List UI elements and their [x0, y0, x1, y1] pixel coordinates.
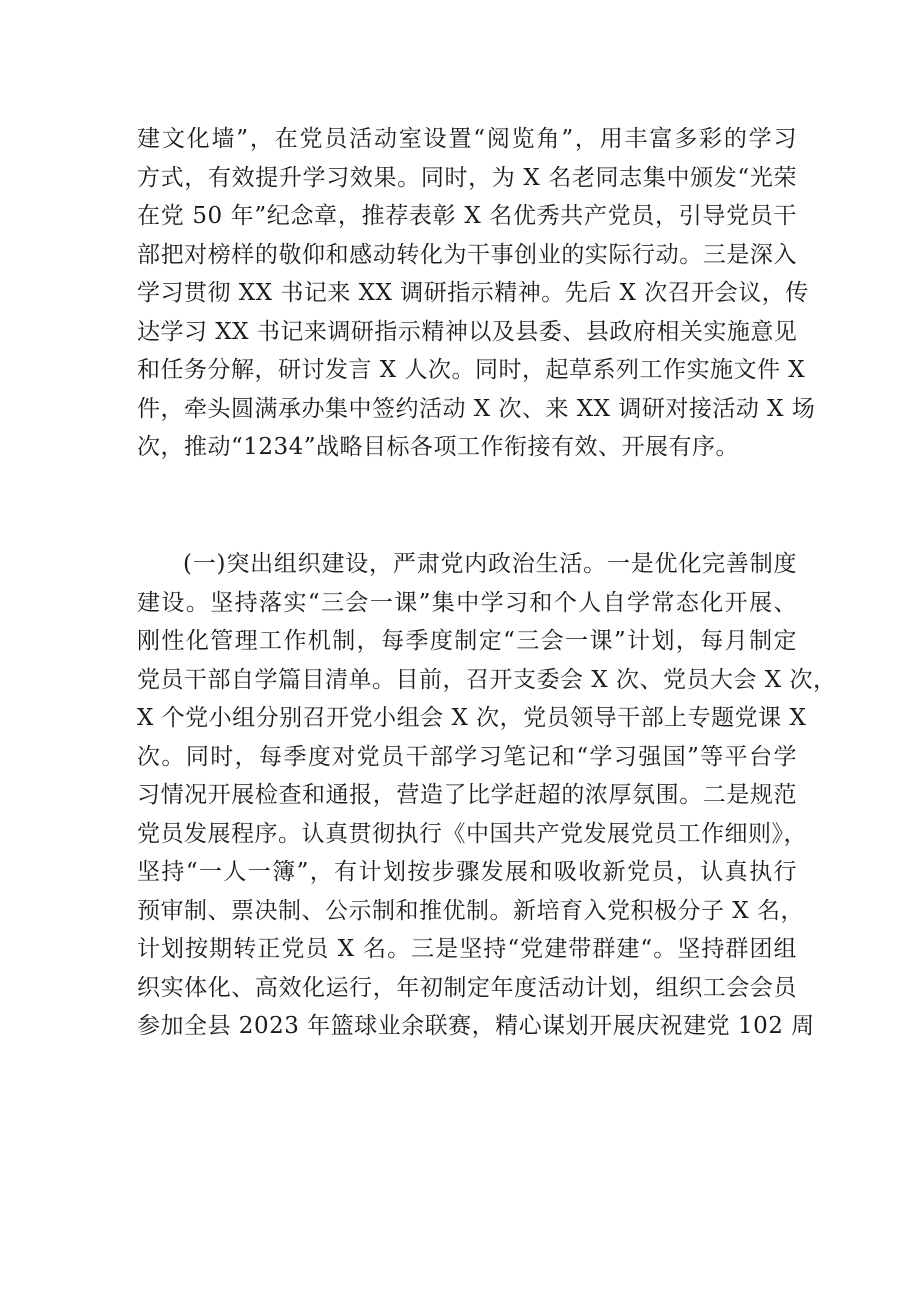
paragraph-line: 次。同时，每季度对党员干部学习笔记和“学习强国”等平台学: [137, 743, 797, 770]
paragraph-line: 计划按期转正党员 X 名。三是坚持“党建带群建“。坚持群团组: [137, 936, 797, 962]
paragraph-line: 坚持“一人一簿”，有计划按步骤发展和吸收新党员，认真执行: [137, 859, 797, 885]
paragraph-line: 建文化墙”，在党员活动室设置“阅览角”，用丰富多彩的学习: [137, 126, 797, 152]
paragraph-line: 习情况开展检查和通报，营造了比学赶超的浓厚氛围。二是规范: [137, 782, 797, 808]
paragraph-line: 党员发展程序。认真贯彻执行《中国共产党发展党员工作细则》，: [137, 820, 807, 847]
paragraph-1: [137, 120, 816, 467]
paragraph-line: 参加全县 2023 年篮球业余联赛，精心谋划开展庆祝建党 102 周: [137, 1013, 815, 1039]
paragraph-line: 织实体化、高效化运行，年初制定年度活动计划，组织工会会员: [137, 974, 797, 1001]
paragraph-line: 学习贯彻 XX 书记来 XX 调研指示精神。先后 X 次召开会议，传: [137, 280, 809, 306]
paragraph-line: 方式，有效提升学习效果。同时，为 X 名老同志集中颁发“光荣: [137, 164, 797, 191]
paragraph-line: 部把对榜样的敬仰和感动转化为干事创业的实际行动。三是深入: [137, 241, 797, 268]
paragraph-line: 达学习 XX 书记来调研指示精神以及县委、县政府相关实施意见: [137, 318, 798, 345]
paragraph-line: 和任务分解，研讨发言 X 人次。同时，起草系列工作实施文件 X: [137, 357, 806, 383]
paragraph-line: (一)突出组织建设，严肃党内政治生活。一是优化完善制度: [183, 551, 797, 577]
paragraph-line: 件，牵头圆满承办集中签约活动 X 次、来 XX 调研对接活动 X 场: [137, 395, 816, 422]
paragraph-line: 次，推动“1234”战略目标各项工作衔接有效、开展有序。: [137, 434, 740, 460]
paragraph-line: 刚性化管理工作机制，每季度制定“三会一课”计划，每月制定: [137, 628, 797, 654]
paragraph-line: 在党 50 年”纪念章，推荐表彰 X 名优秀共产党员，引导党员干: [137, 203, 797, 229]
paragraph-2: [137, 545, 837, 1046]
paragraph-line: 预审制、票决制、公示制和推优制。新培育入党积极分子 X 名，: [137, 897, 804, 924]
paragraph-line: 党员干部自学篇目清单。目前，召开支委会 X 次、党员大会 X 次，: [137, 666, 837, 693]
paragraph-line: 建设。坚持落实“三会一课”集中学习和个人自学常态化开展、: [137, 589, 797, 616]
paragraph-line: X 个党小组分别召开党小组会 X 次，党员领导干部上专题党课 X: [137, 705, 807, 731]
